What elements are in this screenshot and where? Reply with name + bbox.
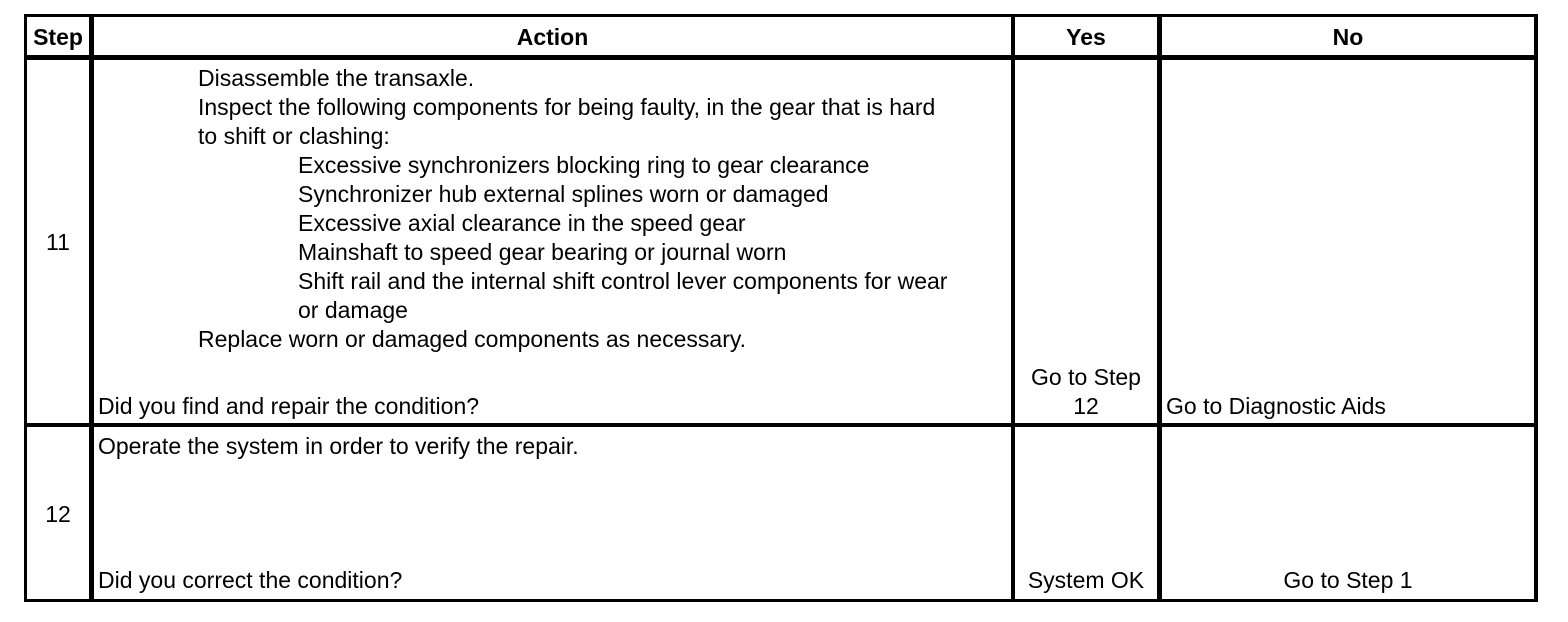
no-text: Go to Step 1 — [1283, 567, 1413, 593]
action-subitem: Excessive synchronizers blocking ring to gear clearance — [298, 152, 870, 178]
action-line: Operate the system in order to verify the repair. — [98, 433, 579, 459]
no-cell — [1162, 427, 1534, 599]
action-cell — [94, 427, 1011, 599]
action-question: Did you find and repair the condition? — [98, 393, 480, 419]
action-line: Inspect the following components for being faulty, in the gear that is hard — [198, 94, 936, 120]
header-action: Action — [516, 24, 589, 50]
action-line: Replace worn or damaged components as necessary. — [198, 326, 747, 352]
table-border-bottom — [24, 599, 1538, 602]
no-cell — [1162, 60, 1534, 423]
table-border-right — [1534, 14, 1538, 602]
action-subitem: or damage — [298, 297, 408, 323]
action-cell — [94, 60, 1011, 423]
yes-line: 12 — [1073, 393, 1099, 419]
yes-cell — [1015, 427, 1157, 599]
yes-line: Go to Step — [1031, 364, 1141, 390]
step-number: 11 — [46, 229, 70, 255]
yes-line: System OK — [1027, 567, 1145, 593]
action-subitem: Mainshaft to speed gear bearing or journal worn — [298, 239, 787, 265]
header-step: Step — [33, 24, 83, 50]
action-subitem: Synchronizer hub external splines worn or damaged — [298, 181, 829, 207]
yes-cell — [1015, 60, 1157, 423]
header-no: No — [1332, 24, 1364, 50]
header-yes: Yes — [1066, 24, 1106, 50]
action-line: Disassemble the transaxle. — [198, 65, 475, 91]
no-text: Go to Diagnostic Aids — [1166, 393, 1386, 419]
step-number: 12 — [45, 501, 71, 527]
action-subitem: Shift rail and the internal shift control lever components for wear — [298, 268, 948, 294]
action-line: to shift or clashing: — [198, 123, 390, 149]
action-question: Did you correct the condition? — [98, 567, 403, 593]
action-subitem: Excessive axial clearance in the speed gear — [298, 210, 746, 236]
